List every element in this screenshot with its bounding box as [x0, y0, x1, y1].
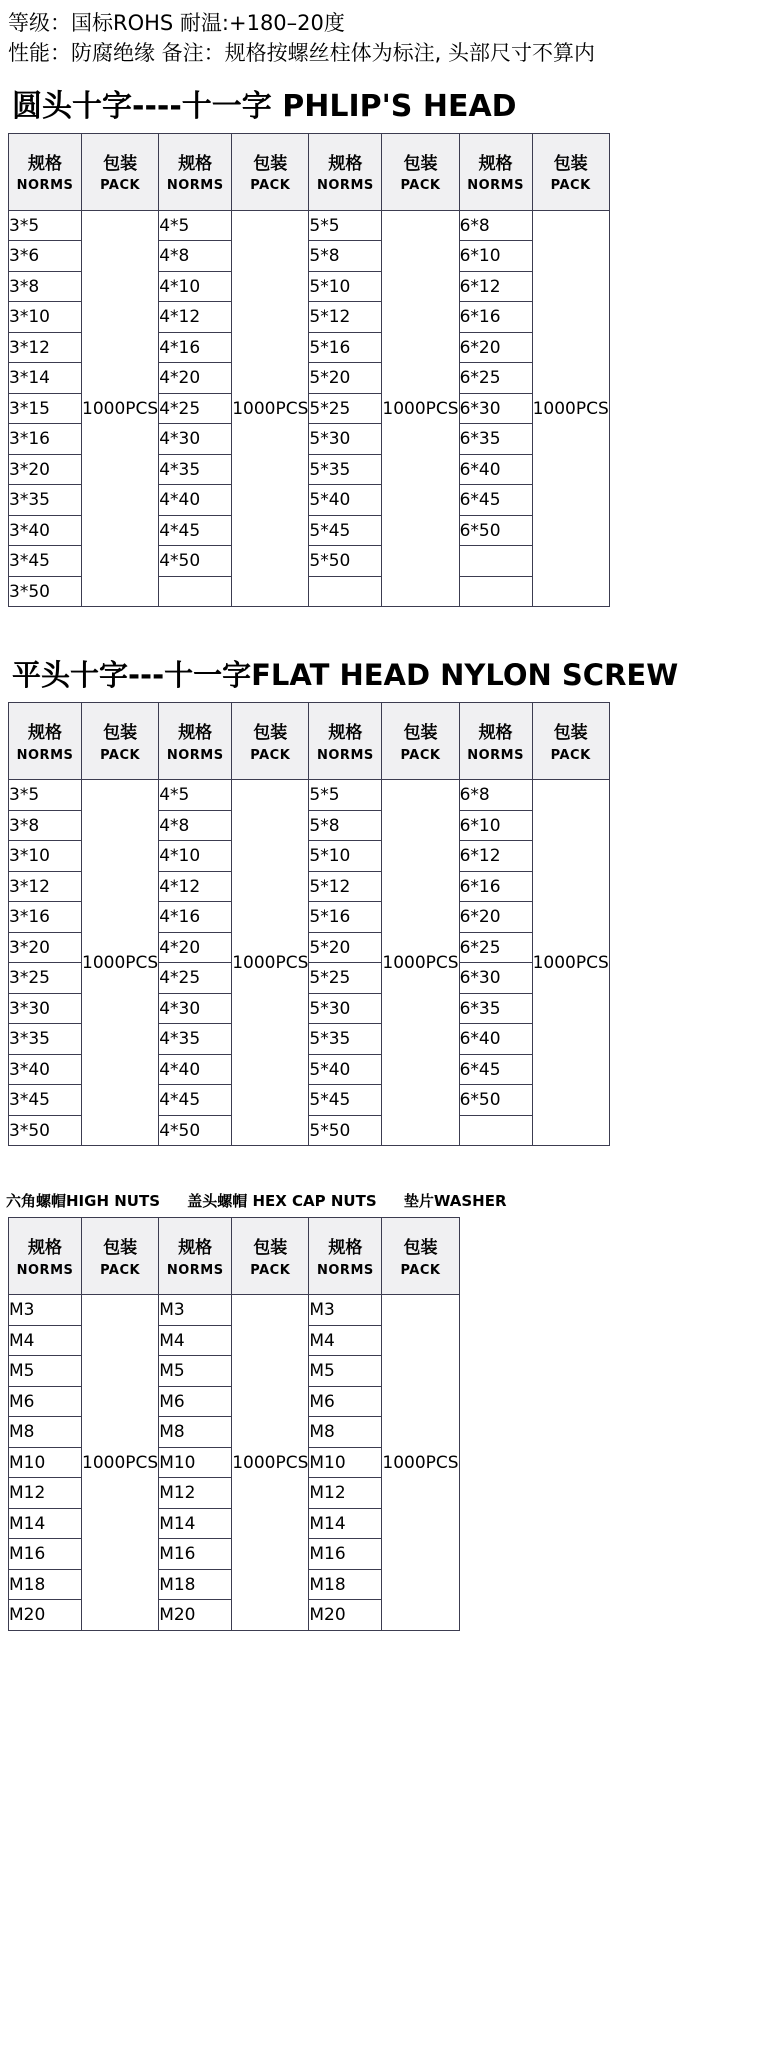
spec-value-cell: 4*5	[159, 780, 232, 811]
empty-cell	[159, 576, 232, 607]
spec-value-cell: 6*35	[459, 993, 532, 1024]
column-header-pack	[382, 703, 459, 780]
column-header-pack-en: PACK	[550, 747, 591, 763]
spec-value-cell: M3	[159, 1295, 232, 1326]
spec-value-cell: 4*8	[159, 241, 232, 272]
spec-value-cell: 3*25	[9, 963, 82, 994]
column-header-pack-cn: 包装	[403, 723, 438, 744]
pack-value-cell: 1000PCS	[382, 780, 459, 1146]
spec-value-cell: 4*8	[159, 810, 232, 841]
spec-value-cell: 6*30	[459, 963, 532, 994]
spec-value-cell: 5*50	[309, 546, 382, 577]
spec-value-cell: 6*10	[459, 810, 532, 841]
spec-value-cell: M20	[309, 1600, 382, 1631]
spec-value-cell: M4	[159, 1325, 232, 1356]
column-header-norms-cn: 规格	[478, 723, 513, 744]
column-header-norms-cn: 规格	[28, 723, 62, 744]
spec-value-cell: 5*40	[309, 1054, 382, 1085]
column-header-norms-en: NORMS	[317, 178, 374, 194]
column-header-pack	[232, 133, 309, 210]
spec-value-cell: 4*45	[159, 515, 232, 546]
column-header-norms	[9, 1218, 82, 1295]
spec-value-cell: 6*25	[459, 932, 532, 963]
spec-value-cell: M18	[159, 1569, 232, 1600]
column-header-pack-en: PACK	[400, 178, 441, 194]
column-header-pack	[382, 133, 459, 210]
column-header-pack	[232, 703, 309, 780]
spec-value-cell: 5*8	[309, 241, 382, 272]
column-header-norms-en: NORMS	[166, 1262, 224, 1278]
spec-value-cell: 4*16	[159, 902, 232, 933]
column-header-norms-en: NORMS	[166, 747, 224, 763]
spec-value-cell: 4*20	[159, 932, 232, 963]
column-header-norms	[159, 133, 232, 210]
spec-value-cell: 6*20	[459, 332, 532, 363]
spec-value-cell: M14	[159, 1508, 232, 1539]
spec-value-cell: 6*10	[459, 241, 532, 272]
spec-value-cell: 6*40	[459, 1024, 532, 1055]
spec-value-cell: M18	[9, 1569, 82, 1600]
spec-value-cell: 3*50	[9, 1115, 82, 1146]
column-header-norms-cn: 规格	[28, 153, 62, 174]
spec-value-cell: 3*40	[9, 515, 82, 546]
spec-value-cell: 4*20	[159, 363, 232, 394]
column-header-pack-en: PACK	[100, 1262, 141, 1278]
table-row	[9, 780, 610, 811]
spec-value-cell: 5*25	[309, 963, 382, 994]
spec-value-cell: M4	[9, 1325, 82, 1356]
section-title-flat: 平头十字---十一字FLAT HEAD NYLON SCREW	[12, 658, 679, 693]
spec-value-cell: 3*20	[9, 454, 82, 485]
spec-value-cell: M3	[9, 1295, 82, 1326]
empty-cell	[459, 1115, 532, 1146]
column-header-pack-en: PACK	[100, 747, 141, 763]
pack-value-cell: 1000PCS	[82, 780, 159, 1146]
column-header-pack	[532, 703, 609, 780]
spec-value-cell: M6	[9, 1386, 82, 1417]
spec-value-cell: 4*35	[159, 454, 232, 485]
column-header-norms-en: NORMS	[317, 1262, 374, 1278]
spec-value-cell: 5*5	[309, 780, 382, 811]
spec-value-cell: 3*5	[9, 210, 82, 241]
spec-value-cell: 6*35	[459, 424, 532, 455]
column-header-pack-en: PACK	[550, 178, 591, 194]
spec-value-cell: 5*30	[309, 424, 382, 455]
pack-value-cell: 1000PCS	[532, 780, 609, 1146]
spec-value-cell: 3*40	[9, 1054, 82, 1085]
column-header-norms	[459, 133, 532, 210]
pack-value-cell: 1000PCS	[532, 210, 609, 607]
spec-value-cell: 6*30	[459, 393, 532, 424]
spacer	[0, 607, 780, 641]
header-line-performance: 性能：防腐绝缘 备注：规格按螺丝柱体为标注, 头部尺寸不算内	[8, 41, 596, 66]
column-header-norms	[309, 133, 382, 210]
spec-value-cell: 5*10	[309, 841, 382, 872]
spec-value-cell: M5	[159, 1356, 232, 1387]
spec-value-cell: 4*45	[159, 1085, 232, 1116]
pack-value-cell: 1000PCS	[232, 210, 309, 607]
spec-value-cell: 4*30	[159, 993, 232, 1024]
spec-value-cell: M20	[9, 1600, 82, 1631]
pack-value-cell: 1000PCS	[232, 780, 309, 1146]
column-header-norms	[459, 703, 532, 780]
document-header	[0, 0, 780, 69]
spec-value-cell: 5*45	[309, 1085, 382, 1116]
column-header-norms-en: NORMS	[16, 1262, 74, 1278]
spec-value-cell: 3*16	[9, 424, 82, 455]
spec-value-cell: M16	[309, 1539, 382, 1570]
column-header-norms-en: NORMS	[16, 178, 74, 194]
spec-value-cell: 3*8	[9, 271, 82, 302]
column-header-pack-cn: 包装	[253, 723, 288, 744]
spec-value-cell: M18	[309, 1569, 382, 1600]
spec-value-cell: 3*45	[9, 546, 82, 577]
column-header-norms	[159, 1218, 232, 1295]
spec-value-cell: 4*10	[159, 841, 232, 872]
spec-value-cell: 3*5	[9, 780, 82, 811]
spec-value-cell: M20	[159, 1600, 232, 1631]
spec-value-cell: 6*50	[459, 1085, 532, 1116]
spec-value-cell: 3*6	[9, 241, 82, 272]
column-header-norms-en: NORMS	[166, 178, 224, 194]
section-title-philips: 圆头十字----十一字 PHLIP'S HEAD	[12, 88, 517, 124]
spec-value-cell: 5*20	[309, 363, 382, 394]
column-header-norms-cn: 规格	[178, 1238, 213, 1259]
column-header-norms-cn: 规格	[328, 723, 363, 744]
header-line-grade: 等级：国标ROHS 耐温:+180–20度	[8, 11, 345, 35]
column-header-pack	[82, 703, 159, 780]
column-header-norms-cn: 规格	[328, 153, 363, 174]
spec-value-cell: 6*12	[459, 271, 532, 302]
spec-value-cell: M12	[9, 1478, 82, 1509]
spec-value-cell: 5*25	[309, 393, 382, 424]
spec-value-cell: 4*50	[159, 1115, 232, 1146]
spec-value-cell: 3*8	[9, 810, 82, 841]
column-header-norms-cn: 规格	[178, 153, 213, 174]
spec-value-cell: 6*20	[459, 902, 532, 933]
nuts-title-cap: 盖头螺帽 HEX CAP NUTS	[187, 1192, 377, 1211]
column-header-norms-en: NORMS	[467, 747, 524, 763]
empty-cell	[459, 546, 532, 577]
column-header-norms	[159, 703, 232, 780]
spec-value-cell: 5*40	[309, 485, 382, 516]
pack-value-cell: 1000PCS	[82, 1295, 159, 1631]
empty-cell	[459, 576, 532, 607]
spec-value-cell: 3*35	[9, 1024, 82, 1055]
column-header-norms	[9, 703, 82, 780]
spec-value-cell: 6*16	[459, 302, 532, 333]
column-header-norms-cn: 规格	[478, 153, 513, 174]
spec-value-cell: M10	[9, 1447, 82, 1478]
column-header-pack	[82, 1218, 159, 1295]
column-header-pack-cn: 包装	[253, 1238, 288, 1259]
spec-value-cell: 6*45	[459, 1054, 532, 1085]
spec-value-cell: 6*45	[459, 485, 532, 516]
spacer	[0, 1146, 780, 1180]
pack-value-cell: 1000PCS	[382, 210, 459, 607]
column-header-pack	[82, 133, 159, 210]
spec-value-cell: 4*12	[159, 871, 232, 902]
column-header-norms-cn: 规格	[178, 723, 213, 744]
spec-value-cell: 6*40	[459, 454, 532, 485]
nuts-title-high: 六角螺帽HIGH NUTS	[6, 1192, 160, 1211]
spec-value-cell: 5*16	[309, 332, 382, 363]
spec-value-cell: 5*20	[309, 932, 382, 963]
spec-value-cell: 5*35	[309, 454, 382, 485]
spec-value-cell: 4*5	[159, 210, 232, 241]
spec-value-cell: 6*8	[459, 780, 532, 811]
column-header-pack	[382, 1218, 459, 1295]
spec-value-cell: M14	[9, 1508, 82, 1539]
spec-value-cell: 4*40	[159, 485, 232, 516]
spec-value-cell: M8	[309, 1417, 382, 1448]
spec-value-cell: 4*25	[159, 963, 232, 994]
spec-value-cell: M8	[9, 1417, 82, 1448]
spec-value-cell: 3*10	[9, 841, 82, 872]
column-header-pack	[532, 133, 609, 210]
spec-table-philips	[8, 133, 610, 608]
pack-value-cell: 1000PCS	[232, 1295, 309, 1631]
spec-value-cell: 6*8	[459, 210, 532, 241]
spec-table-flat	[8, 702, 610, 1146]
spec-value-cell: 4*12	[159, 302, 232, 333]
spec-value-cell: 4*25	[159, 393, 232, 424]
spec-value-cell: 3*15	[9, 393, 82, 424]
column-header-pack-cn: 包装	[403, 153, 438, 174]
spec-value-cell: 6*12	[459, 841, 532, 872]
spec-value-cell: 3*12	[9, 871, 82, 902]
spec-value-cell: 3*30	[9, 993, 82, 1024]
spec-value-cell: M6	[159, 1386, 232, 1417]
spec-value-cell: 3*12	[9, 332, 82, 363]
column-header-pack-cn: 包装	[553, 153, 588, 174]
spec-value-cell: M10	[309, 1447, 382, 1478]
spec-value-cell: 4*16	[159, 332, 232, 363]
column-header-pack-cn: 包装	[103, 1238, 138, 1259]
column-header-norms-cn: 规格	[28, 1238, 62, 1259]
spec-value-cell: 3*35	[9, 485, 82, 516]
spec-value-cell: 4*35	[159, 1024, 232, 1055]
spec-value-cell: M8	[159, 1417, 232, 1448]
empty-cell	[309, 576, 382, 607]
column-header-pack-en: PACK	[250, 1262, 291, 1278]
spec-value-cell: 5*50	[309, 1115, 382, 1146]
spec-value-cell: 4*30	[159, 424, 232, 455]
table-row	[9, 1295, 460, 1326]
spec-value-cell: M16	[159, 1539, 232, 1570]
spec-value-cell: 4*10	[159, 271, 232, 302]
spec-value-cell: M5	[9, 1356, 82, 1387]
column-header-pack	[232, 1218, 309, 1295]
spec-value-cell: 5*12	[309, 871, 382, 902]
pack-value-cell: 1000PCS	[82, 210, 159, 607]
column-header-norms-en: NORMS	[467, 178, 524, 194]
column-header-norms	[309, 703, 382, 780]
column-header-pack-cn: 包装	[103, 153, 138, 174]
spec-value-cell: M6	[309, 1386, 382, 1417]
spec-value-cell: 3*14	[9, 363, 82, 394]
column-header-norms-en: NORMS	[16, 747, 74, 763]
spec-value-cell: 5*5	[309, 210, 382, 241]
column-header-pack-cn: 包装	[103, 723, 138, 744]
spec-value-cell: 4*40	[159, 1054, 232, 1085]
spec-value-cell: 5*8	[309, 810, 382, 841]
spec-value-cell: M3	[309, 1295, 382, 1326]
column-header-norms	[9, 133, 82, 210]
spec-value-cell: M4	[309, 1325, 382, 1356]
spec-value-cell: 5*12	[309, 302, 382, 333]
spec-value-cell: 6*50	[459, 515, 532, 546]
nuts-title-washer: 垫片WASHER	[403, 1192, 507, 1211]
spec-value-cell: M14	[309, 1508, 382, 1539]
column-header-pack-en: PACK	[100, 178, 141, 194]
column-header-pack-en: PACK	[250, 747, 291, 763]
spec-value-cell: 3*45	[9, 1085, 82, 1116]
spec-value-cell: 6*16	[459, 871, 532, 902]
spec-value-cell: 3*16	[9, 902, 82, 933]
column-header-pack-cn: 包装	[403, 1238, 438, 1259]
spec-value-cell: 3*50	[9, 576, 82, 607]
column-header-norms-en: NORMS	[317, 747, 374, 763]
spec-value-cell: 5*45	[309, 515, 382, 546]
spec-value-cell: M12	[159, 1478, 232, 1509]
column-header-norms	[309, 1218, 382, 1295]
column-header-norms-cn: 规格	[328, 1238, 363, 1259]
column-header-pack-en: PACK	[400, 747, 441, 763]
spec-value-cell: M12	[309, 1478, 382, 1509]
column-header-pack-cn: 包装	[253, 153, 288, 174]
spec-value-cell: M5	[309, 1356, 382, 1387]
column-header-pack-en: PACK	[250, 178, 291, 194]
spec-value-cell: 5*30	[309, 993, 382, 1024]
column-header-pack-en: PACK	[400, 1262, 441, 1278]
section-title-nuts	[0, 1180, 780, 1217]
spec-value-cell: 5*16	[309, 902, 382, 933]
spec-value-cell: 3*20	[9, 932, 82, 963]
spec-value-cell: 6*25	[459, 363, 532, 394]
spec-value-cell: M10	[159, 1447, 232, 1478]
pack-value-cell: 1000PCS	[382, 1295, 459, 1631]
column-header-pack-cn: 包装	[553, 723, 588, 744]
spec-value-cell: 5*10	[309, 271, 382, 302]
spec-table-nuts	[8, 1217, 460, 1631]
table-row	[9, 210, 610, 241]
spec-value-cell: M16	[9, 1539, 82, 1570]
spec-value-cell: 4*50	[159, 546, 232, 577]
spec-value-cell: 5*35	[309, 1024, 382, 1055]
spec-value-cell: 3*10	[9, 302, 82, 333]
